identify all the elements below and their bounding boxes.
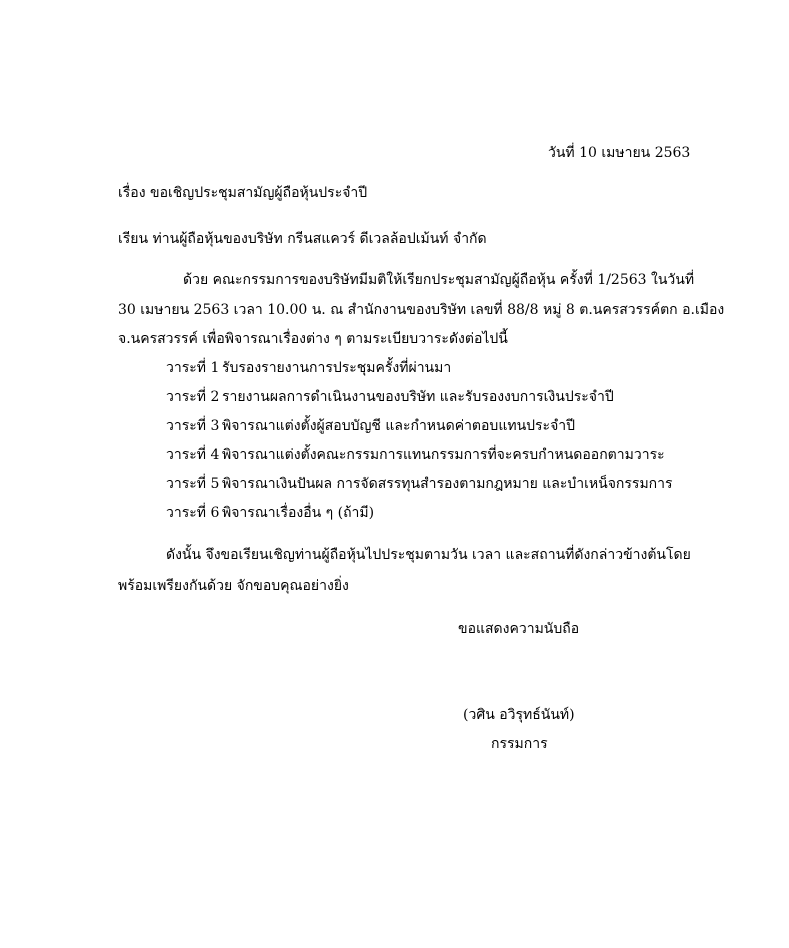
sign-off: ขอแสดงความนับถือ (458, 621, 580, 637)
agenda-text: พิจารณาเงินปันผล การจัดสรรทุนสำรองตามกฎหมาย และบำเหน็จกรรมการ (222, 476, 673, 492)
agenda-item (166, 390, 614, 404)
agenda-number: วาระที่ 5 (166, 476, 220, 492)
agenda-text: รับรองรายงานการประชุมครั้งที่ผ่านมา (222, 360, 452, 376)
agenda-number: วาระที่ 4 (166, 447, 220, 463)
closing-paragraph-line: ดังนั้น จึงขอเรียนเชิญท่านผู้ถือหุ้นไปประชุมตามวัน เวลา และสถานที่ดังกล่าวข้างต้นโดย (166, 547, 691, 563)
letter-recipient: เรียน ท่านผู้ถือหุ้นของบริษัท กรีนสแควร์ ดีเวลล้อปเม้นท์ จำกัด (118, 231, 487, 247)
letter-date: วันที่ 10 เมษายน 2563 (548, 145, 691, 161)
body-paragraph-line: ด้วย คณะกรรมการของบริษัทมีมติให้เรียกประชุมสามัญผู้ถือหุ้น ครั้งที่ 1/2563 ในวันที่ (183, 272, 695, 288)
closing-paragraph-line: พร้อมเพรียงกันด้วย จักขอบคุณอย่างยิ่ง (118, 578, 349, 594)
agenda-item (166, 361, 451, 375)
agenda-text: พิจารณาเรื่องอื่น ๆ (ถ้ามี) (222, 505, 375, 521)
agenda-number: วาระที่ 1 (166, 360, 220, 376)
agenda-number: วาระที่ 3 (166, 418, 220, 434)
agenda-text: รายงานผลการดำเนินงานของบริษัท และรับรองงบการเงินประจำปี (222, 389, 614, 405)
letter-subject: เรื่อง ขอเชิญประชุมสามัญผู้ถือหุ้นประจำปี (118, 185, 368, 201)
agenda-number: วาระที่ 6 (166, 505, 220, 521)
agenda-item (166, 477, 673, 491)
body-paragraph-line: จ.นครสวรรค์ เพื่อพิจารณาเรื่องต่าง ๆ ตามระเบียบวาระดังต่อไปนี้ (118, 331, 508, 347)
agenda-item (166, 419, 575, 433)
body-paragraph-line: 30 เมษายน 2563 เวลา 10.00 น. ณ สำนักงานของบริษัท เลขที่ 88/8 หมู่ 8 ต.นครสวรรค์ตก อ.เมือง (118, 302, 725, 318)
agenda-item (166, 448, 665, 462)
signatory-name: (วศิน อวิรุทธ์นันท์) (463, 707, 575, 723)
agenda-text: พิจารณาแต่งตั้งผู้สอบบัญชี และกำหนดค่าตอบแทนประจำปี (222, 418, 576, 434)
signatory-title: กรรมการ (491, 736, 548, 752)
agenda-number: วาระที่ 2 (166, 389, 220, 405)
agenda-item (166, 506, 374, 520)
agenda-text: พิจารณาแต่งตั้งคณะกรรมการแทนกรรมการที่จะครบกำหนดออกตามวาระ (222, 447, 665, 463)
